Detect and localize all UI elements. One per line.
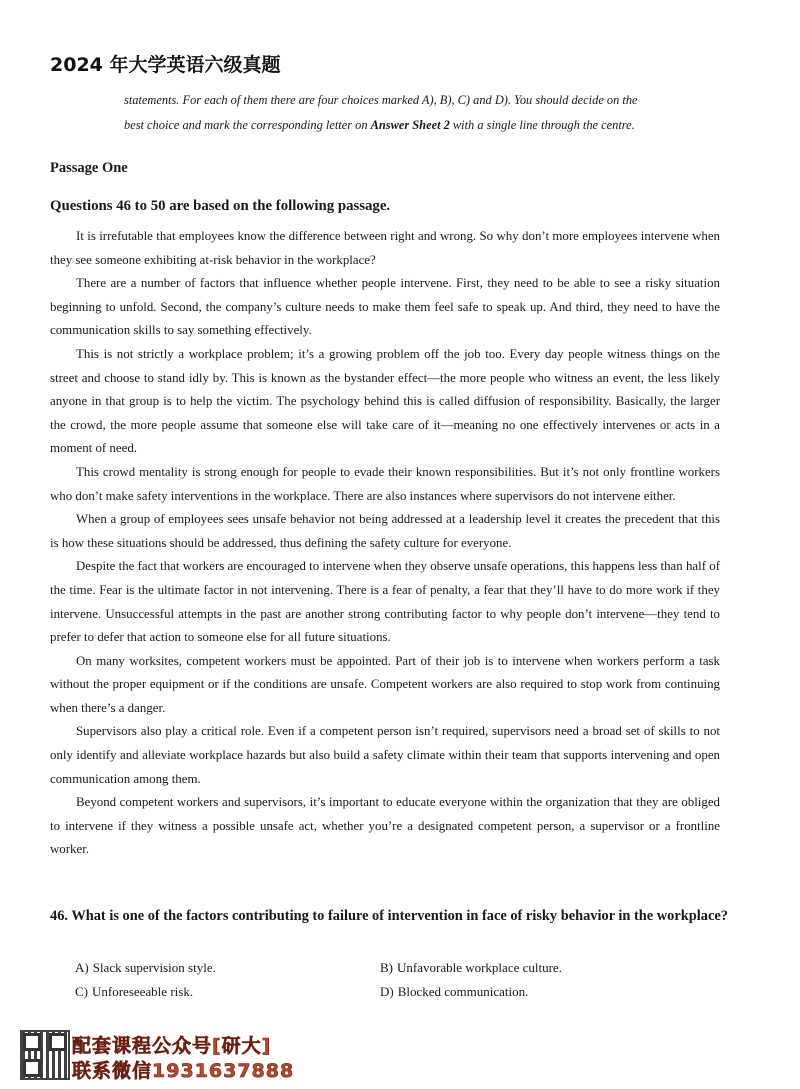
passage-body (50, 225, 720, 862)
option-d[interactable] (380, 983, 635, 1001)
passage-paragraph: It is irrefutable that employees know the difference between right and wrong. So why don’t more employees intervene when they see someone exhibiting at-risk behavior in the workplace? (50, 229, 720, 267)
passage-paragraph: On many worksites, competent workers must be appointed. Part of their job is to intervene when workers perform a task without the proper equipment or if the conditions are unsafe. Competent workers are also required to stop work from continuing when there’s a danger. (50, 653, 720, 715)
option-text: Blocked communication. (397, 984, 529, 999)
instructions-line-2 (124, 113, 724, 138)
option-letter: C) (75, 984, 88, 999)
option-text: Unforeseeable risk. (92, 984, 194, 999)
section-label: Passage One (50, 160, 128, 176)
option-letter: A) (75, 960, 89, 975)
answer-sheet-label: Answer Sheet 2 (370, 118, 450, 132)
option-b[interactable] (380, 959, 635, 977)
passage-paragraph: Beyond competent workers and supervisors, it’s important to educate everyone within the organization that they are obliged to intervene if they witness a possible unsafe act, whether you’re a designated competent person, a supervisor or a frontline worker. (50, 795, 720, 857)
question-text: What is one of the factors contributing to failure of intervention in face of risky behavior in the workplace? (71, 908, 728, 924)
instructions-text (124, 88, 724, 138)
passage-paragraph: When a group of employees sees unsafe behavior not being addressed at a leadership level it creates the precedent that this is how these situations should be addressed, thus defining the safety culture for everyone. (50, 512, 720, 550)
passage-paragraph: This crowd mentality is strong enough for people to evade their known responsibilities. But it’s not only frontline workers who don’t make safety interventions in the workplace. There are also instances where supervisors do not intervene either. (50, 464, 720, 503)
watermark-line-1: 配套课程公众号[研大] (72, 1035, 272, 1057)
exam-title: 2024 年大学英语六级真题 (50, 54, 281, 76)
question-number: 46. (50, 908, 68, 924)
instructions-line-2-start: best choice and mark the corresponding letter on (124, 118, 371, 132)
qr-finder-pattern (23, 1059, 41, 1077)
option-text: Slack supervision style. (92, 960, 216, 975)
instructions-line-2-end: with a single line through the centre. (449, 118, 635, 132)
answer-options (75, 959, 635, 1001)
passage-paragraph: This is not strictly a workplace problem; it’s a growing problem off the job too. Every day people witness things on the street and choose to stand idly by. This is known as the bystander effect—the more people who witness an event, the less likely anyone in that group is to help the victim. The psychology behind this is called diffusion of responsibility. Basically, the larger the crowd, the more people assume that someone else will take care of it—meaning no one effectively intervenes or acts in a moment of need. (50, 346, 720, 456)
passage-paragraph: Supervisors also play a critical role. Even if a competent person isn’t required, supervisors need a broad set of skills to not only identify and alleviate workplace hazards but also build a safety climate within their team that supports intervening and open communication among them. (50, 724, 720, 786)
option-letter: D) (380, 984, 394, 999)
passage-paragraph: There are a number of factors that influence whether people intervene. First, they need to be able to see a risky situation beginning to unfold. Second, the company’s culture needs to make them feel safe to speak up. And third, they need to have the communication skills to say something effectively. (50, 276, 720, 338)
promo-watermark (20, 1030, 320, 1080)
passage-paragraph: Despite the fact that workers are encouraged to intervene when they observe unsafe operations, this happens less than half of the time. Fear is the ultimate factor in not intervening. There is a fear of penalty, a fear that they’ll have to do more work if they intervene. Unsuccessful attempts in the past are another strong contributing factor to why people don’t intervene—they tend to prefer to defer that action to someone else for all future situations. (50, 559, 720, 645)
watermark-line-2: 联系微信1931637888 (72, 1060, 295, 1082)
option-a[interactable] (75, 959, 380, 977)
option-text: Unfavorable workplace culture. (397, 960, 562, 975)
qr-code-icon[interactable] (20, 1030, 70, 1080)
instructions-line-1: statements. For each of them there are four choices marked A), B), C) and D). You should decide on the (124, 93, 638, 107)
question-46 (50, 902, 744, 930)
passage-intro: Questions 46 to 50 are based on the following passage. (50, 198, 391, 214)
option-letter: B) (380, 960, 393, 975)
option-c[interactable] (75, 983, 380, 1001)
